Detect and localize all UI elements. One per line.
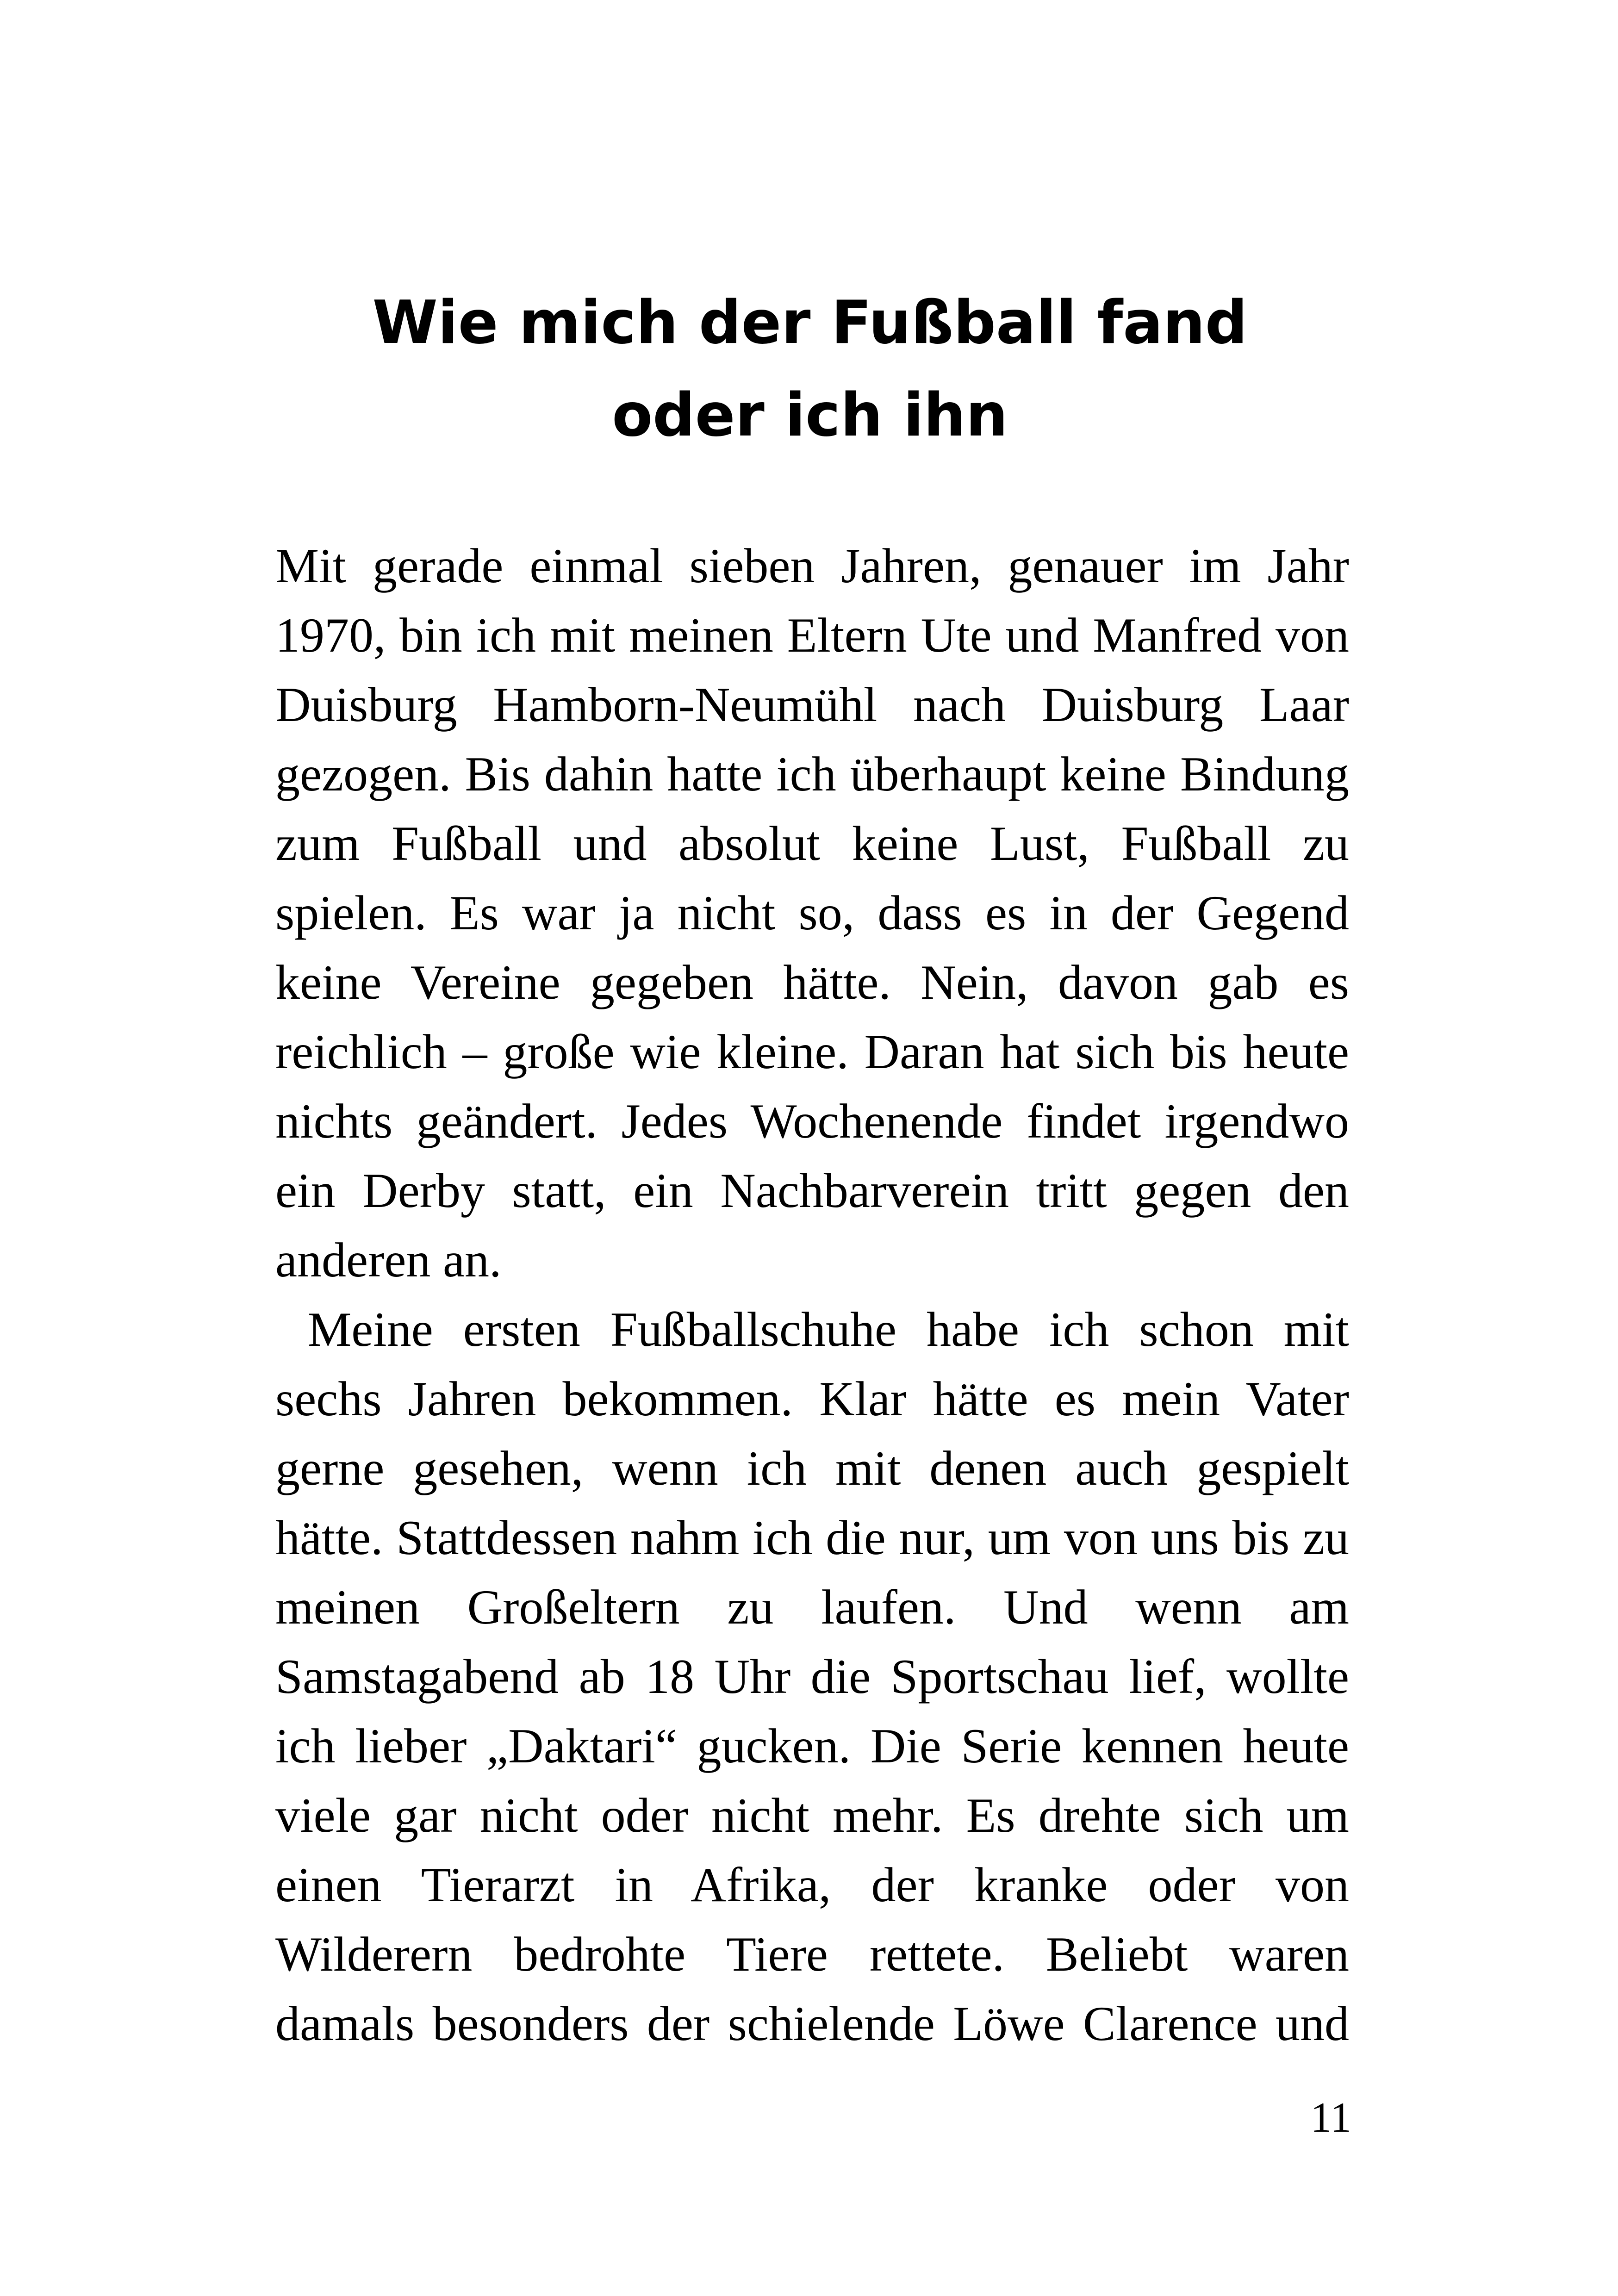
text-line: gezogen. Bis dahin hatte ich überhaupt keine Bindung bbox=[275, 747, 1349, 801]
text-line: Wilderern bedrohte Tiere rettete. Beliebt waren bbox=[275, 1927, 1349, 1981]
chapter-heading bbox=[259, 277, 1361, 462]
text-line: ich lieber „Daktari“ gucken. Die Serie kennen heute bbox=[275, 1719, 1349, 1773]
body-text bbox=[275, 531, 1349, 2059]
text-line: Mit gerade einmal sieben Jahren, genauer im Jahr bbox=[275, 539, 1349, 593]
text-line: zum Fußball und absolut keine Lust, Fußball zu bbox=[275, 816, 1349, 871]
paragraph-2 bbox=[275, 1295, 1349, 2059]
text-line: spielen. Es war ja nicht so, dass es in der Gegend bbox=[275, 886, 1349, 940]
text-line: keine Vereine gegeben hätte. Nein, davon gab es bbox=[275, 955, 1349, 1009]
text-line: Duisburg Hamborn-Neumühl nach Duisburg Laar bbox=[275, 678, 1349, 732]
text-line: anderen an. bbox=[275, 1233, 502, 1287]
text-line: meinen Großeltern zu laufen. Und wenn am bbox=[275, 1580, 1349, 1634]
text-line: 1970, bin ich mit meinen Eltern Ute und Manfred von bbox=[275, 608, 1349, 662]
text-line: ein Derby statt, ein Nachbarverein tritt gegen den bbox=[275, 1164, 1349, 1218]
chapter-heading-line-2: oder ich ihn bbox=[612, 381, 1008, 450]
text-line: viele gar nicht oder nicht mehr. Es drehte sich um bbox=[275, 1788, 1349, 1842]
chapter-heading-line-1: Wie mich der Fußball fand bbox=[372, 288, 1248, 357]
text-line: reichlich – große wie kleine. Daran hat sich bis heute bbox=[275, 1025, 1349, 1079]
page-number: 11 bbox=[1310, 2094, 1351, 2141]
text-line: Meine ersten Fußballschuhe habe ich schon mit bbox=[308, 1302, 1349, 1356]
text-line: einen Tierarzt in Afrika, der kranke oder von bbox=[275, 1858, 1349, 1912]
text-line: hätte. Stattdessen nahm ich die nur, um von uns bis zu bbox=[275, 1511, 1349, 1565]
text-line: Samstagabend ab 18 Uhr die Sportschau lief, wollte bbox=[275, 1649, 1349, 1704]
text-line: nichts geändert. Jedes Wochenende findet irgendwo bbox=[275, 1094, 1349, 1148]
paragraph-1 bbox=[275, 531, 1349, 1295]
text-line: gerne gesehen, wenn ich mit denen auch gespielt bbox=[275, 1441, 1349, 1495]
text-line: damals besonders der schielende Löwe Clarence und bbox=[275, 1997, 1349, 2051]
text-line: sechs Jahren bekommen. Klar hätte es mein Vater bbox=[275, 1372, 1349, 1426]
